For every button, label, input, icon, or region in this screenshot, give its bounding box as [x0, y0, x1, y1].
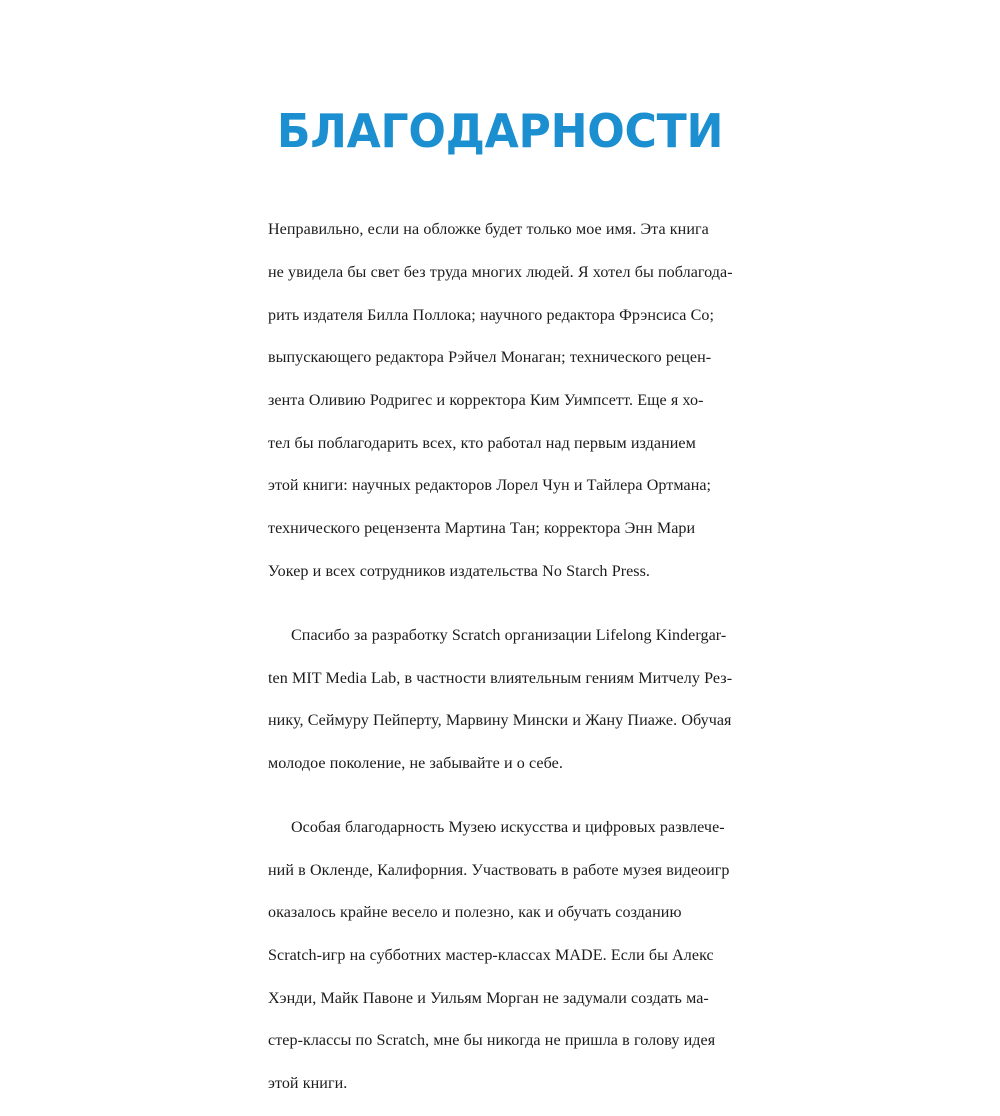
text-line: этой книги. — [268, 1075, 348, 1093]
text-line: тел бы поблагодарить всех, кто работал над первым изданием — [268, 434, 696, 452]
text-line: зента Оливию Родригес и корректора Ким Уимпсетт. Еще я хо- — [268, 392, 704, 410]
text-line: Уокер и всех сотрудников издательства No Starch Press. — [268, 562, 651, 580]
text-line: не увидела бы свет без труда многих людей. Я хотел бы поблагода- — [268, 264, 733, 282]
text-line: Неправильно, если на обложке будет только мое имя. Эта книга — [268, 221, 709, 239]
paragraph-2 — [268, 604, 742, 796]
body-text-block — [268, 198, 742, 1116]
paragraph-1 — [268, 198, 742, 604]
text-line: рить издателя Билла Поллока; научного редактора Фрэнсиса Со; — [268, 306, 715, 324]
text-line: ний в Окленде, Калифорния. Участвовать в работе музея видеоигр — [268, 861, 730, 879]
text-line: молодое поколение, не забывайте и о себе. — [268, 754, 563, 772]
text-line: Особая благодарность Музею искусства и цифровых развлече- — [291, 818, 725, 836]
text-line: технического рецензента Мартина Тан; корректора Энн Мари — [268, 520, 696, 538]
text-line: нику, Сеймуру Пейперту, Марвину Мински и Жану Пиаже. Обучая — [268, 712, 732, 730]
text-line: выпускающего редактора Рэйчел Монаган; технического рецен- — [268, 349, 712, 367]
text-line: Хэнди, Майк Павоне и Уильям Морган не задумали создать ма- — [268, 989, 709, 1007]
text-line: Scratch-игр на субботних мастер-классах MADE. Если бы Алекс — [268, 947, 714, 965]
text-line: Спасибо за разработку Scratch организации Lifelong Kindergar- — [291, 626, 727, 644]
text-line: ten MIT Media Lab, в частности влиятельным гениям Митчелу Рез- — [268, 669, 733, 687]
page-title: БЛАГОДАРНОСТИ — [276, 103, 724, 158]
text-line: стер-классы по Scratch, мне бы никогда не пришла в голову идея — [268, 1032, 716, 1050]
text-line: этой книги: научных редакторов Лорел Чун и Тайлера Ортмана; — [268, 477, 712, 495]
paragraph-3 — [268, 796, 742, 1116]
text-line: оказалось крайне весело и полезно, как и обучать созданию — [268, 904, 682, 922]
